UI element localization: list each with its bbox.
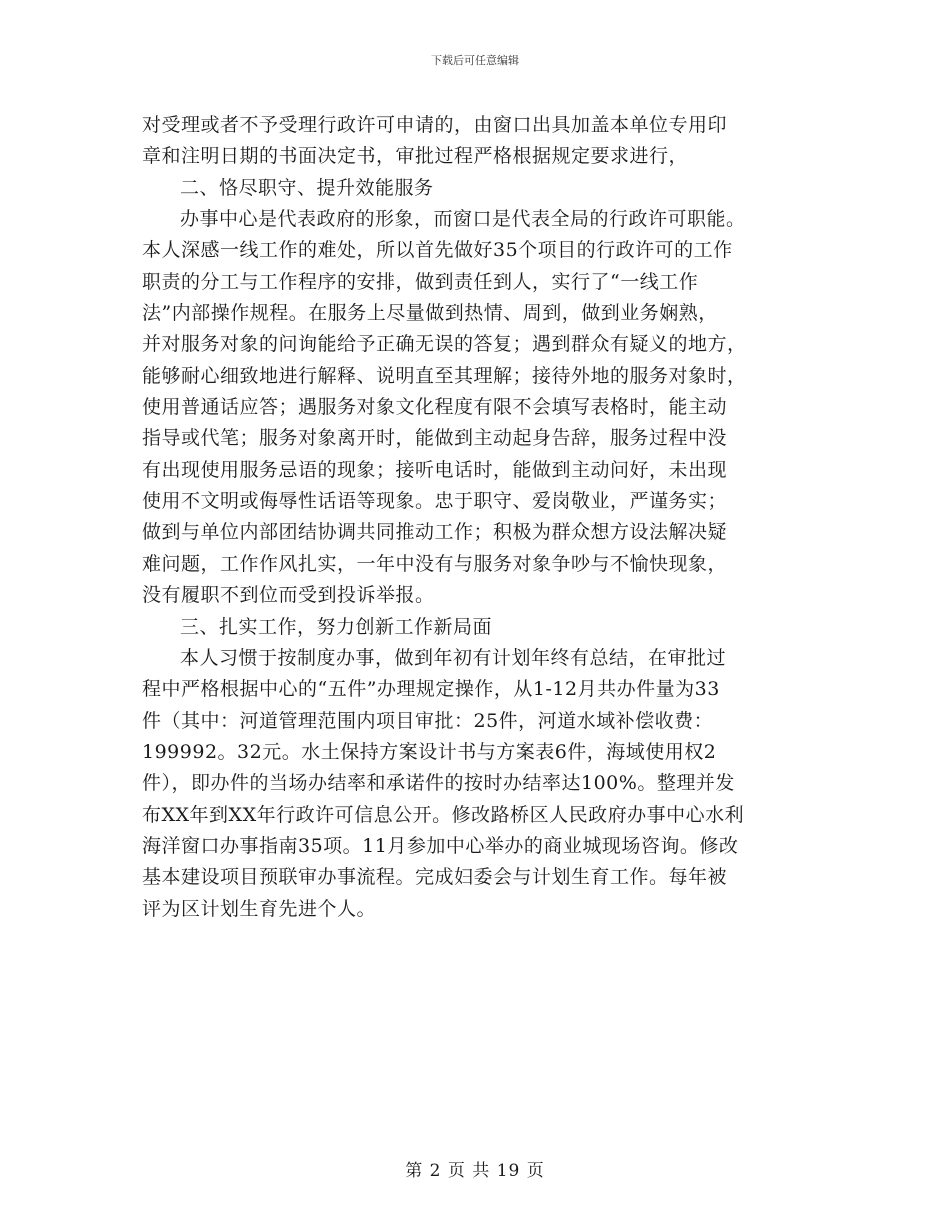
text-line: 使用不文明或侮辱性话语等现象。忠于职守、爱岗敬业，严谨务实； — [142, 490, 728, 513]
section-heading-3: 三、扎实工作，努力创新工作新局面 — [180, 615, 493, 638]
text-line: 章和注明日期的书面决定书，审批过程严格根据规定要求进行， — [142, 145, 689, 168]
text-line: 并对服务对象的问询能给予正确无误的答复；遇到群众有疑义的地方， — [142, 333, 747, 356]
text-line: 做到与单位内部团结协调共同推动工作；积极为群众想方设法解决疑 — [142, 521, 728, 544]
section-heading-2: 二、恪尽职守、提升效能服务 — [180, 176, 434, 199]
paragraph-start: 办事中心是代表政府的形象，而窗口是代表全局的行政许可职能。 — [180, 208, 746, 231]
text-line: 程中严格根据中心的“五件”办理规定操作，从1-12月共办件量为33 — [142, 678, 720, 701]
paragraph-start: 本人习惯于按制度办事，做到年初有计划年终有总结，在审批过 — [180, 646, 727, 669]
text-line: 有出现使用服务忌语的现象；接听电话时，能做到主动问好，未出现 — [142, 458, 728, 481]
text-line: 评为区计划生育先进个人。 — [142, 897, 377, 920]
text-line: 布XX年到XX年行政许可信息公开。修改路桥区人民政府办事中心水利 — [142, 803, 745, 826]
text-line: 指导或代笔；服务对象离开时，能做到主动起身告辞，服务过程中没 — [142, 427, 728, 450]
document-body — [142, 110, 812, 925]
page-header: 下载后可任意编辑 — [431, 54, 519, 67]
text-line: 难问题，工作作风扎实，一年中没有与服务对象争吵与不愉快现象， — [142, 552, 728, 575]
text-line: 法”内部操作规程。在服务上尽量做到热情、周到，做到业务娴熟， — [142, 302, 718, 325]
text-line: 职责的分工与工作程序的安排，做到责任到人，实行了“一线工作 — [142, 270, 699, 293]
text-line: 使用普通话应答；遇服务对象文化程度有限不会填写表格时，能主动 — [142, 396, 728, 419]
page-number: 第 2 页 共 19 页 — [405, 1161, 545, 1181]
text-line: 基本建设项目预联审办事流程。完成妇委会与计划生育工作。每年被 — [142, 866, 728, 889]
text-line: 199992。32元。水土保持方案设计书与方案表6件，海域使用权2 — [142, 740, 717, 763]
text-line: 对受理或者不予受理行政许可申请的，由窗口出具加盖本单位专用印 — [142, 114, 728, 136]
text-line: 件），即办件的当场办结率和承诺件的按时办结率达100%。整理并发 — [142, 772, 735, 795]
text-line: 本人深感一线工作的难处，所以首先做好35个项目的行政许可的工作 — [142, 239, 733, 262]
text-line: 能够耐心细致地进行解释、说明直至其理解；接待外地的服务对象时， — [142, 364, 747, 387]
text-line: 海洋窗口办事指南35项。11月参加中心举办的商业城现场咨询。修改 — [142, 834, 739, 857]
text-line: 没有履职不到位而受到投诉举报。 — [142, 584, 435, 607]
text-line: 件（其中：河道管理范围内项目审批：25件，河道水域补偿收费： — [142, 709, 714, 732]
